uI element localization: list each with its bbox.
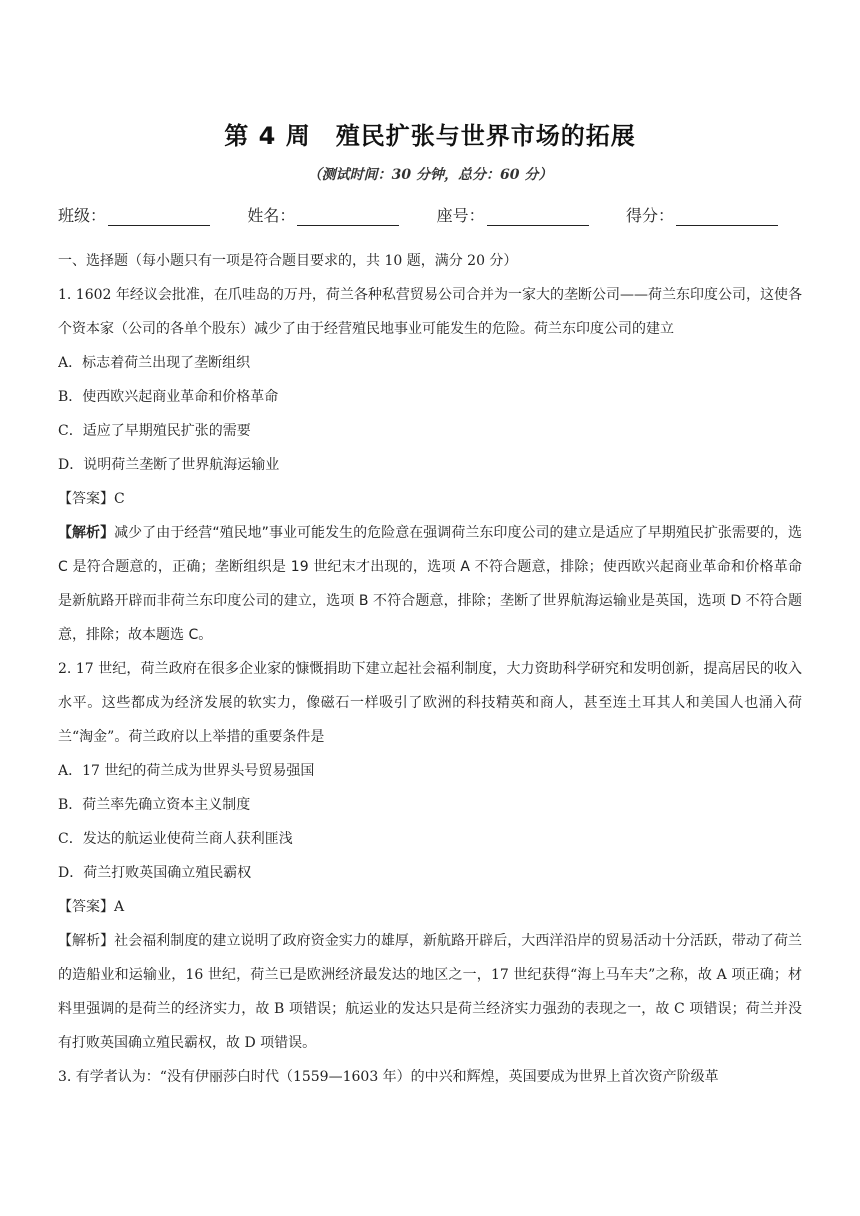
test-info-subtitle: （测试时间：30 分钟，总分：60 分） <box>307 167 553 183</box>
class-field <box>58 203 210 226</box>
question-1-stem: 1. 1602 年经议会批准，在爪哇岛的万丹，荷兰各种私营贸易公司合并为一家大的垄断公司——荷兰东印度公司，这使各个资本家（公司的各单个股东）减少了由于经营殖民地事业可能发生的危险。荷兰东印度公司的建立 <box>58 287 802 337</box>
score-blank[interactable] <box>676 207 778 226</box>
question-1-analysis <box>58 516 802 652</box>
question-2-answer: 【答案】A <box>58 899 125 915</box>
analysis-tag: 【解析】 <box>58 933 115 949</box>
question-1-option-b: B．使西欧兴起商业革命和价格革命 <box>58 389 279 405</box>
seat-blank[interactable] <box>487 207 589 226</box>
name-blank[interactable] <box>297 207 399 226</box>
section-heading: 一、选择题（每小题只有一项是符合题目要求的，共 10 题，满分 20 分） <box>58 253 518 269</box>
question-1-option-a: A．标志着荷兰出现了垄断组织 <box>58 355 251 371</box>
document-body <box>58 244 802 1094</box>
question-1-option-c: C．适应了早期殖民扩张的需要 <box>58 423 251 439</box>
question-2-option-a: A．17 世纪的荷兰成为世界头号贸易强国 <box>58 763 315 779</box>
analysis-text: 减少了由于经营“殖民地”事业可能发生的危险意在强调荷兰东印度公司的建立是适应了早期殖民扩张需要的，选 C 是符合题意的，正确；垄断组织是 19 世纪末才出现的，选项 A 不符合题意，排除；使西欧兴起商业革命和价格革命是新航路开辟而非荷兰东印度公司的建立，选项 B 不符合题意，排除；垄断了世界航海运输业是英国，选项 D 不符合题意，排除；故本题选 C。 <box>58 525 803 643</box>
page-title: 第 4 周 殖民扩张与世界市场的拓展 <box>224 122 636 150</box>
question-2-option-c: C．发达的航运业使荷兰商人获利匪浅 <box>58 831 293 847</box>
analysis-tag: 【解析】 <box>58 525 115 541</box>
question-1-option-d: D．说明荷兰垄断了世界航海运输业 <box>58 457 280 473</box>
analysis-text: 社会福利制度的建立说明了政府资金实力的雄厚，新航路开辟后，大西洋沿岸的贸易活动十分活跃，带动了荷兰的造船业和运输业，16 世纪，荷兰已是欧洲经济最发达的地区之一，17 世纪获得“海上马车夫”之称，故 A 项正确；材料里强调的是荷兰的经济实力，故 B 项错误；航运业的发达只是荷兰经济实力强劲的表现之一，故 C 项错误；荷兰并没有打败英国确立殖民霸权，故 D 项错误。 <box>58 933 802 1051</box>
student-info-row <box>58 203 778 226</box>
seat-label: 座号： <box>436 206 485 225</box>
question-2-option-d: D．荷兰打败英国确立殖民霸权 <box>58 865 252 881</box>
class-label: 班级： <box>58 206 107 225</box>
question-2 <box>58 652 802 1060</box>
seat-field <box>437 203 589 226</box>
score-label: 得分： <box>625 206 674 225</box>
name-field <box>247 203 399 226</box>
question-2-stem: 2. 17 世纪，荷兰政府在很多企业家的慷慨捐助下建立起社会福利制度，大力资助科学研究和发明创新，提高居民的收入水平。这些都成为经济发展的软实力，像磁石一样吸引了欧洲的科技精英和商人，甚至连土耳其人和美国人也涌入荷兰“淘金”。荷兰政府以上举措的重要条件是 <box>58 661 802 745</box>
question-1-answer: 【答案】C <box>58 491 125 507</box>
question-3 <box>58 1060 802 1094</box>
question-3-stem: 3. 有学者认为：“没有伊丽莎白时代（1559—1603 年）的中兴和辉煌，英国要成为世界上首次资产阶级革 <box>58 1069 719 1085</box>
name-label: 姓名： <box>247 206 296 225</box>
class-blank[interactable] <box>108 207 210 226</box>
score-field <box>626 203 778 226</box>
question-1 <box>58 278 802 652</box>
question-2-analysis <box>58 924 802 1060</box>
question-2-option-b: B．荷兰率先确立资本主义制度 <box>58 797 251 813</box>
